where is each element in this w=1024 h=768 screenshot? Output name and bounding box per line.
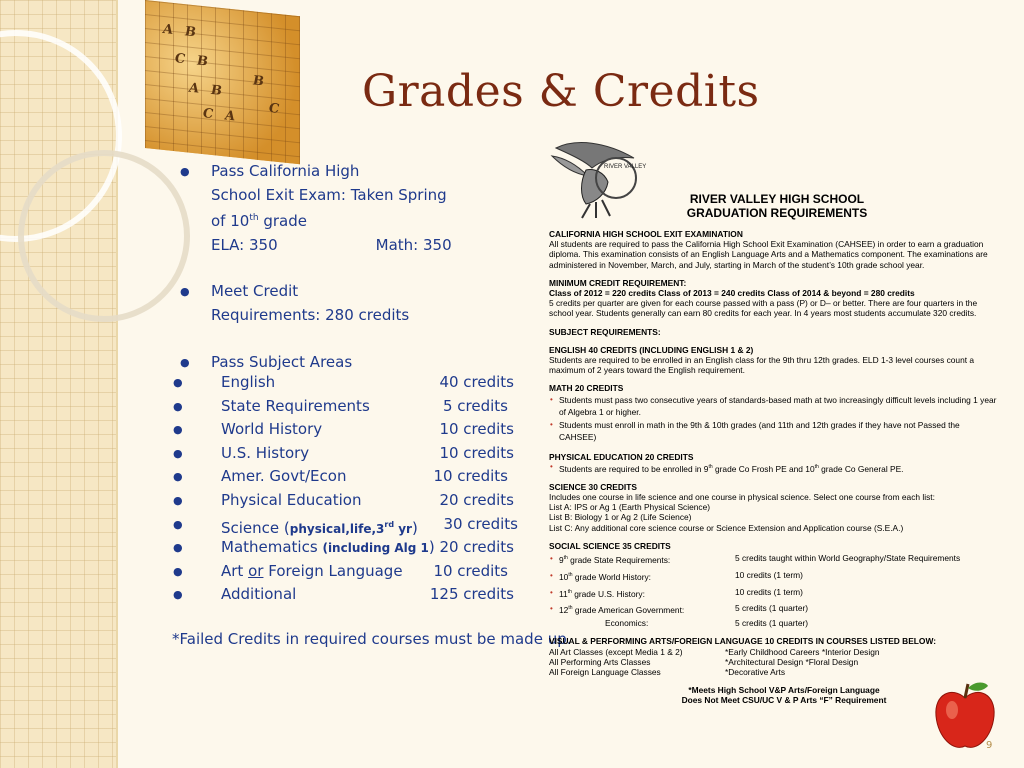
page-number: 9 [986, 740, 993, 751]
doc-heading: GRADUATION REQUIREMENTS [686, 206, 868, 220]
logo-text: RIVER VALLEY [604, 164, 647, 170]
section-text: Students are required to be enrolled in an English class for the 9th thru 12th grades. ELD 1-3 level courses count a maximum of 2 years toward the English requirement. [549, 355, 975, 376]
photo-letter: C [203, 106, 214, 123]
list-text: Pass California High [211, 162, 360, 180]
bullet-icon: ● [180, 285, 190, 299]
photo-letter: C [269, 101, 280, 118]
ela-score: ELA: 350 [211, 235, 278, 254]
section-heading: ENGLISH 40 CREDITS (INCLUDING ENGLISH 1 & 2) [549, 344, 754, 355]
list-item: • 10th grade World History: 10 credits (1 term) [549, 568, 999, 585]
bullet-icon: ● [180, 355, 190, 369]
list-item: • Students must enroll in math in the 9th & 10th grades (and 11th and 12th grades if they have not Passed the CAHSEE) [549, 419, 999, 444]
page-title: Grades & Credits [362, 66, 760, 117]
list-text: Meet Credit [211, 282, 299, 301]
section-heading: PHYSICAL EDUCATION 20 CREDITS [549, 451, 694, 462]
photo-letter: A [189, 80, 200, 97]
subject-row: ● U.S. History 10 credits [173, 443, 514, 462]
list-item: All Foreign Language Classes *Decorative Arts [549, 667, 786, 678]
arts-note: *Meets High School V&P Arts/Foreign Language [688, 685, 880, 696]
list-text: Requirements: 280 credits [211, 305, 410, 324]
list-text: Pass Subject Areas [211, 352, 353, 371]
section-text: 5 credits per quarter are given for each course passed with a pass (P) or D– or better. There are four quarters in the school year. Students generally can earn 80 credits for each year. In 4 years most students accumulate 320 credits. [549, 298, 978, 319]
section-heading: SOCIAL SCIENCE 35 CREDITS [549, 540, 671, 551]
graduation-requirements-document [549, 192, 999, 706]
photo-letter: B [185, 24, 196, 41]
list-item: Economics: 5 credits (1 quarter) [605, 618, 809, 629]
grade-sheet-photo [145, 0, 300, 164]
subject-row: ● Art or Foreign Language 10 credits [173, 561, 508, 580]
list-item: • 11th grade U.S. History: 10 credits (1 term) [549, 585, 999, 602]
section-heading: MATH 20 CREDITS [549, 383, 624, 394]
photo-letter: A [163, 21, 174, 38]
list-item: • 9th grade State Requirements: 5 credits taught within World Geography/State Requirements [549, 551, 999, 568]
section-text: List A: IPS or Ag 1 (Earth Physical Science) [549, 502, 711, 513]
photo-letter: A [225, 108, 236, 125]
section-heading: SUBJECT REQUIREMENTS: [549, 326, 661, 337]
bullet-icon: ● [180, 165, 190, 178]
photo-letter: C [175, 51, 186, 68]
subject-row: ● World History 10 credits [173, 420, 514, 439]
section-heading: SCIENCE 30 CREDITS [549, 481, 637, 492]
list-item: All Performing Arts Classes *Architectural Design *Floral Design [549, 656, 859, 667]
failed-credits-note: *Failed Credits in required courses must be made up. [172, 630, 572, 648]
school-name: RIVER VALLEY HIGH SCHOOL [689, 192, 865, 206]
subject-row: ● Amer. Govt/Econ 10 credits [173, 467, 508, 486]
section-heading: MINIMUM CREDIT REQUIREMENT: [549, 277, 687, 288]
list-item-credit-requirement [160, 280, 540, 327]
section-text: Includes one course in life science and one course in physical science. Select one course from each list: [549, 492, 935, 503]
list-item: • 12th grade American Government: 5 credits (1 quarter) [549, 601, 999, 618]
subject-row: ● English 40 credits [173, 373, 514, 391]
subject-row: ● State Requirements 5 credits [173, 396, 508, 415]
photo-letter: B [211, 82, 222, 100]
section-text: List B: Biology 1 or Ag 2 (Life Science) [549, 512, 692, 523]
exam-scores [211, 234, 540, 258]
list-text: School Exit Exam: Taken Spring [211, 185, 447, 204]
arts-note: Does Not Meet CSU/UC V & P Arts “F” Requirement [681, 695, 887, 706]
subject-row: ● Additional 125 credits [173, 585, 514, 604]
subject-row: ● Science (physical,life,3rd yr) 30 credits [173, 514, 518, 537]
section-heading: CALIFORNIA HIGH SCHOOL EXIT EXAMINATION [549, 229, 743, 239]
math-score: Math: 350 [375, 235, 452, 254]
section-heading: VISUAL & PERFORMING ARTS/FOREIGN LANGUAGE 10 CREDITS IN COURSES LISTED BELOW: [549, 636, 936, 647]
list-item-exit-exam [160, 160, 540, 257]
subject-credits-list [160, 371, 540, 607]
list-item: • Students are required to be enrolled in 9th grade Co Frosh PE and 10th grade Co General PE. [549, 462, 999, 474]
list-text: of 10th grade [211, 212, 307, 231]
section-text: List C: Any additional core science course or Science Extension and Application course (S.E.A.) [549, 522, 904, 533]
photo-letter: B [253, 73, 264, 90]
requirements-list [160, 160, 540, 397]
list-item: • Students must pass two consecutive years of standards-based math at two increasingly difficult levels including 1 year of Algebra 1 or higher. [549, 394, 999, 419]
section-text: Class of 2012 = 220 credits Class of 2013 = 240 credits Class of 2014 & beyond = 280 credits [549, 288, 915, 299]
subject-row: ● Physical Education 20 credits [173, 490, 514, 509]
list-item: All Art Classes (except Media 1 & 2) *Early Childhood Careers *Interior Design [549, 646, 880, 657]
subject-row: ● Mathematics (including Alg 1) 20 credits [173, 538, 514, 557]
section-text: All students are required to pass the California High School Exit Examination (CAHSEE) in order to earn a graduation diploma. This examination consists of an English Language Arts and a Mathematics component. The examinations are administered in November, March, and July, starting in March of the student’s 10th grade school year. [549, 239, 988, 270]
photo-letter: B [197, 53, 208, 70]
